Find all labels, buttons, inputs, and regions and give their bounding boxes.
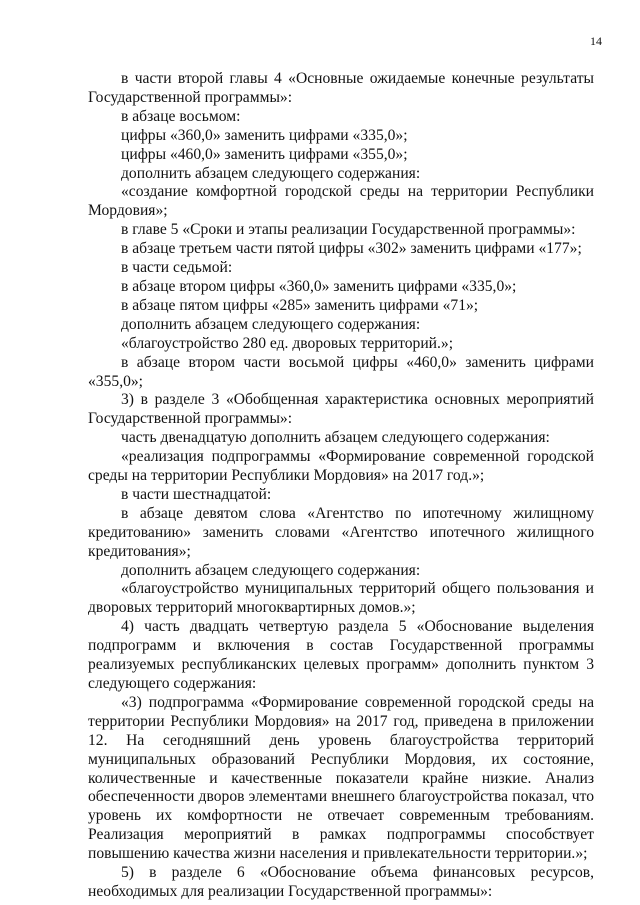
paragraph: «реализация подпрограммы «Формирование современной городской среды на территории Республики Мордовия» на 2017 год.»;	[88, 448, 594, 485]
paragraph: цифры «460,0» заменить цифрами «355,0»;	[121, 145, 408, 163]
document-body	[88, 70, 594, 902]
page-number: 14	[590, 34, 602, 48]
paragraph: цифры «360,0» заменить цифрами «335,0»;	[121, 126, 408, 144]
paragraph: в части седьмой:	[121, 259, 233, 277]
paragraph: в части второй главы 4 «Основные ожидаемые конечные результаты Государственной программы»:	[88, 70, 594, 106]
paragraph: «3) подпрограмма «Формирование современной городской среды на территории Республики Мордовия» на 2017 год, приведена в приложении 12. На сегодняшний день уровень благоустройства территорий муниципальных образований Республики Мордовия, их состояние, количественные и качественные показатели крайне низкие. Анализ обеспеченности дворов элементами внешнего благоустройства показал, что уровень их комфортности не отвечает современным требованиям. Реализация мероприятий в рамках подпрограммы способствует повышению качества жизни населения и привлекательности территории.»;	[88, 693, 594, 863]
paragraph: в абзаце восьмом:	[121, 107, 241, 125]
paragraph: «благоустройство 280 ед. дворовых территорий.»;	[121, 334, 454, 352]
paragraph: в абзаце третьем части пятой цифры «302» заменить цифрами «177»;	[121, 240, 582, 258]
paragraph: часть двенадцатую дополнить абзацем следующего содержания:	[121, 429, 550, 447]
paragraph: «благоустройство муниципальных территорий общего пользования и дворовых территорий многоквартирных домов.»;	[88, 580, 594, 617]
paragraph: дополнить абзацем следующего содержания:	[121, 164, 421, 182]
paragraph: дополнить абзацем следующего содержания:	[121, 315, 421, 333]
paragraph: в части шестнадцатой:	[121, 485, 272, 503]
paragraph: в главе 5 «Сроки и этапы реализации Государственной программы»:	[121, 221, 576, 239]
paragraph: 3) в разделе 3 «Обобщенная характеристика основных мероприятий Государственной программы»:	[88, 391, 594, 428]
paragraph: в абзаце втором цифры «360,0» заменить цифрами «335,0»;	[121, 277, 517, 295]
paragraph: «создание комфортной городской среды на территории Республики Мордовия»;	[88, 183, 594, 220]
paragraph: 5) в разделе 6 «Обоснование объема финансовых ресурсов, необходимых для реализации Государственной программы»:	[88, 864, 594, 900]
paragraph: в абзаце девятом слова «Агентство по ипотечному жилищному кредитованию» заменить словами «Агентство ипотечного жилищного кредитования»;	[88, 504, 594, 560]
paragraph: 4) часть двадцать четвертую раздела 5 «Обоснование выделения подпрограмм и включения в состав Государственной программы реализуемых республиканских целевых программ» дополнить пунктом 3 следующего содержания:	[88, 618, 594, 692]
paragraph: в абзаце пятом цифры «285» заменить цифрами «71»;	[121, 296, 479, 314]
paragraph: дополнить абзацем следующего содержания:	[121, 561, 421, 579]
paragraph: в абзаце втором части восьмой цифры «460,0» заменить цифрами «355,0»;	[88, 353, 594, 390]
